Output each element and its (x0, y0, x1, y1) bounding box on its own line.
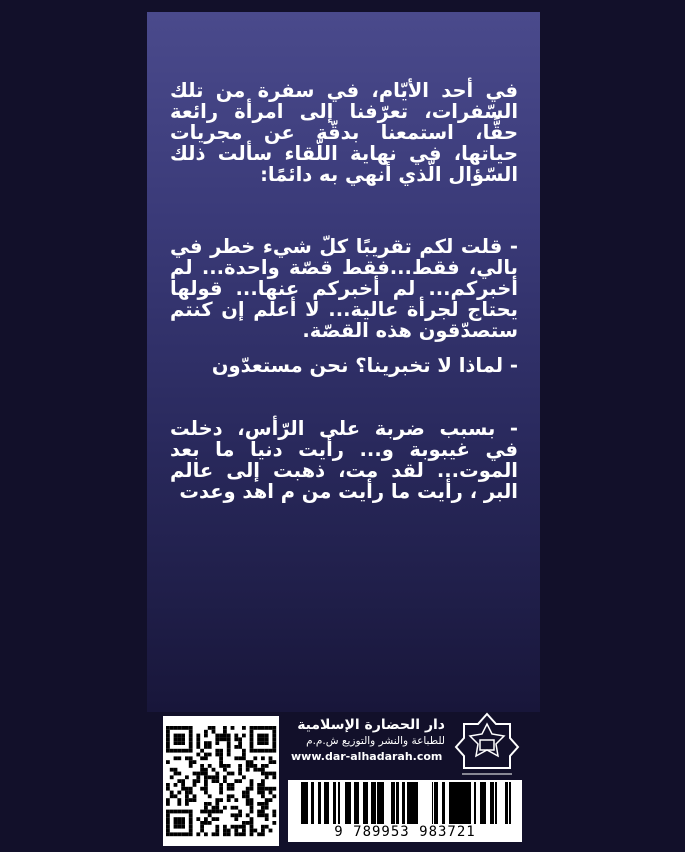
paragraph-3: - لماذا لا تخبرينا؟ نحن مستعدّون (211, 354, 518, 377)
isbn-number: 9 789953 983721 (288, 824, 522, 840)
qr-code-graphic (163, 716, 279, 846)
paragraph-1: في أحد الأيّام، في سفرة من تلك السّفرات، تعرّفنا إلى امرأة رائعة حقًّا، استمعنا بدقّة عن مجريات حياتها، في نهاية اللّقاء سألت ذلك السّؤال الّذي أنهي به دائمًا: (170, 79, 518, 186)
barcode-bars (288, 780, 522, 824)
publisher-subtitle: للطباعة والنشر والتوزيع ش.م.م (306, 735, 445, 747)
paragraph-2: - قلت لكم تقريبًا كلّ شيء خطر في بالي، فقط...فقط قصّة واحدة... لم أخبركم... لم أخبركم عنها... قولها يحتاج لجرأة عالية... لا أعلم إن كنتم ستصدّقون هذه القصّة. (170, 235, 518, 342)
publisher-website: www.dar-alhadarah.com (291, 750, 443, 763)
publisher-logo-icon (452, 712, 522, 778)
publisher-info (285, 716, 445, 776)
qr-code (163, 716, 279, 846)
isbn-barcode (288, 780, 522, 842)
paragraph-4: - بسبب ضربة على الرّأس، دخلت في غيبوبة و... رأيت دنيا ما بعد الموت... لقد مت، ذهبت إلى عالم البر ، رأيت ما رأيت من م اهد وعدت (170, 417, 518, 503)
back-cover-text (170, 80, 518, 502)
publisher-name: دار الحضارة الإسلامية (297, 717, 445, 733)
